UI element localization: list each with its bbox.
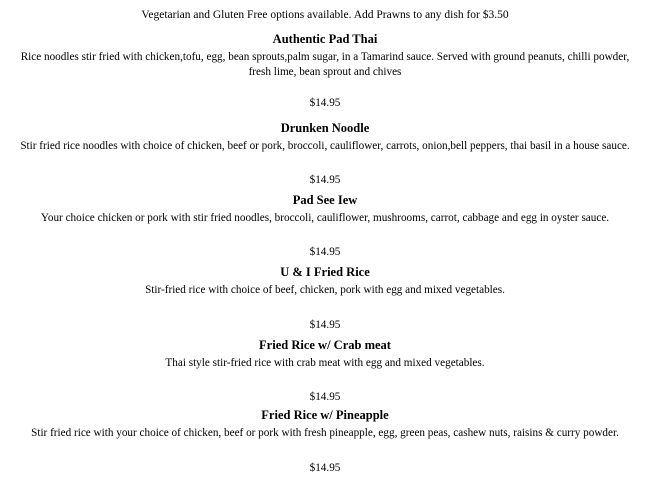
item-description: Thai style stir-fried rice with crab meat with egg and mixed vegetables. xyxy=(165,357,485,369)
item-name: Fried Rice w/ Pineapple xyxy=(261,408,389,422)
item-description: Your choice chicken or pork with stir fried noodles, broccoli, cauliflower, mushrooms, carrot, cabbage and egg in oyster sauce. xyxy=(40,212,610,224)
item-name: U & I Fried Rice xyxy=(280,265,370,279)
item-description: Stir-fried rice with choice of beef, chicken, pork with egg and mixed vegetables. xyxy=(145,284,505,296)
item-description: Rice noodles stir fried with chicken,tofu, egg, bean sprouts,palm sugar, in a Tamarind sauce. Served with ground peanuts, chilli powder, fresh lime, bean sprout and chives xyxy=(20,51,630,78)
item-name: Drunken Noodle xyxy=(280,121,370,135)
menu-note: Vegetarian and Gluten Free options available. Add Prawns to any dish for $3.50 xyxy=(141,9,509,21)
item-price: $14.95 xyxy=(309,97,341,109)
menu-item-fried-rice-pineapple xyxy=(0,407,650,441)
menu-item-drunken-noodle xyxy=(0,120,650,154)
item-price: $14.95 xyxy=(309,174,341,186)
menu-item-pad-thai xyxy=(0,31,650,79)
item-price: $14.95 xyxy=(309,319,341,331)
menu-item-fried-rice-crab xyxy=(0,337,650,371)
item-price: $14.95 xyxy=(309,391,341,403)
item-name: Authentic Pad Thai xyxy=(272,32,378,46)
menu-item-u-and-i-fried-rice xyxy=(0,264,650,298)
item-description: Stir fried rice with your choice of chicken, beef or pork with fresh pineapple, egg, green peas, cashew nuts, raisins & curry powder. xyxy=(31,427,619,439)
item-name: Pad See Iew xyxy=(292,193,358,207)
item-price: $14.95 xyxy=(309,246,341,258)
item-description: Stir fried rice noodles with choice of chicken, beef or pork, broccoli, cauliflower, carrots, onion,bell peppers, thai basil in a house sauce. xyxy=(20,140,630,152)
item-price: $14.95 xyxy=(309,462,341,474)
item-name: Fried Rice w/ Crab meat xyxy=(259,338,391,352)
menu-item-pad-see-iew xyxy=(0,192,650,226)
